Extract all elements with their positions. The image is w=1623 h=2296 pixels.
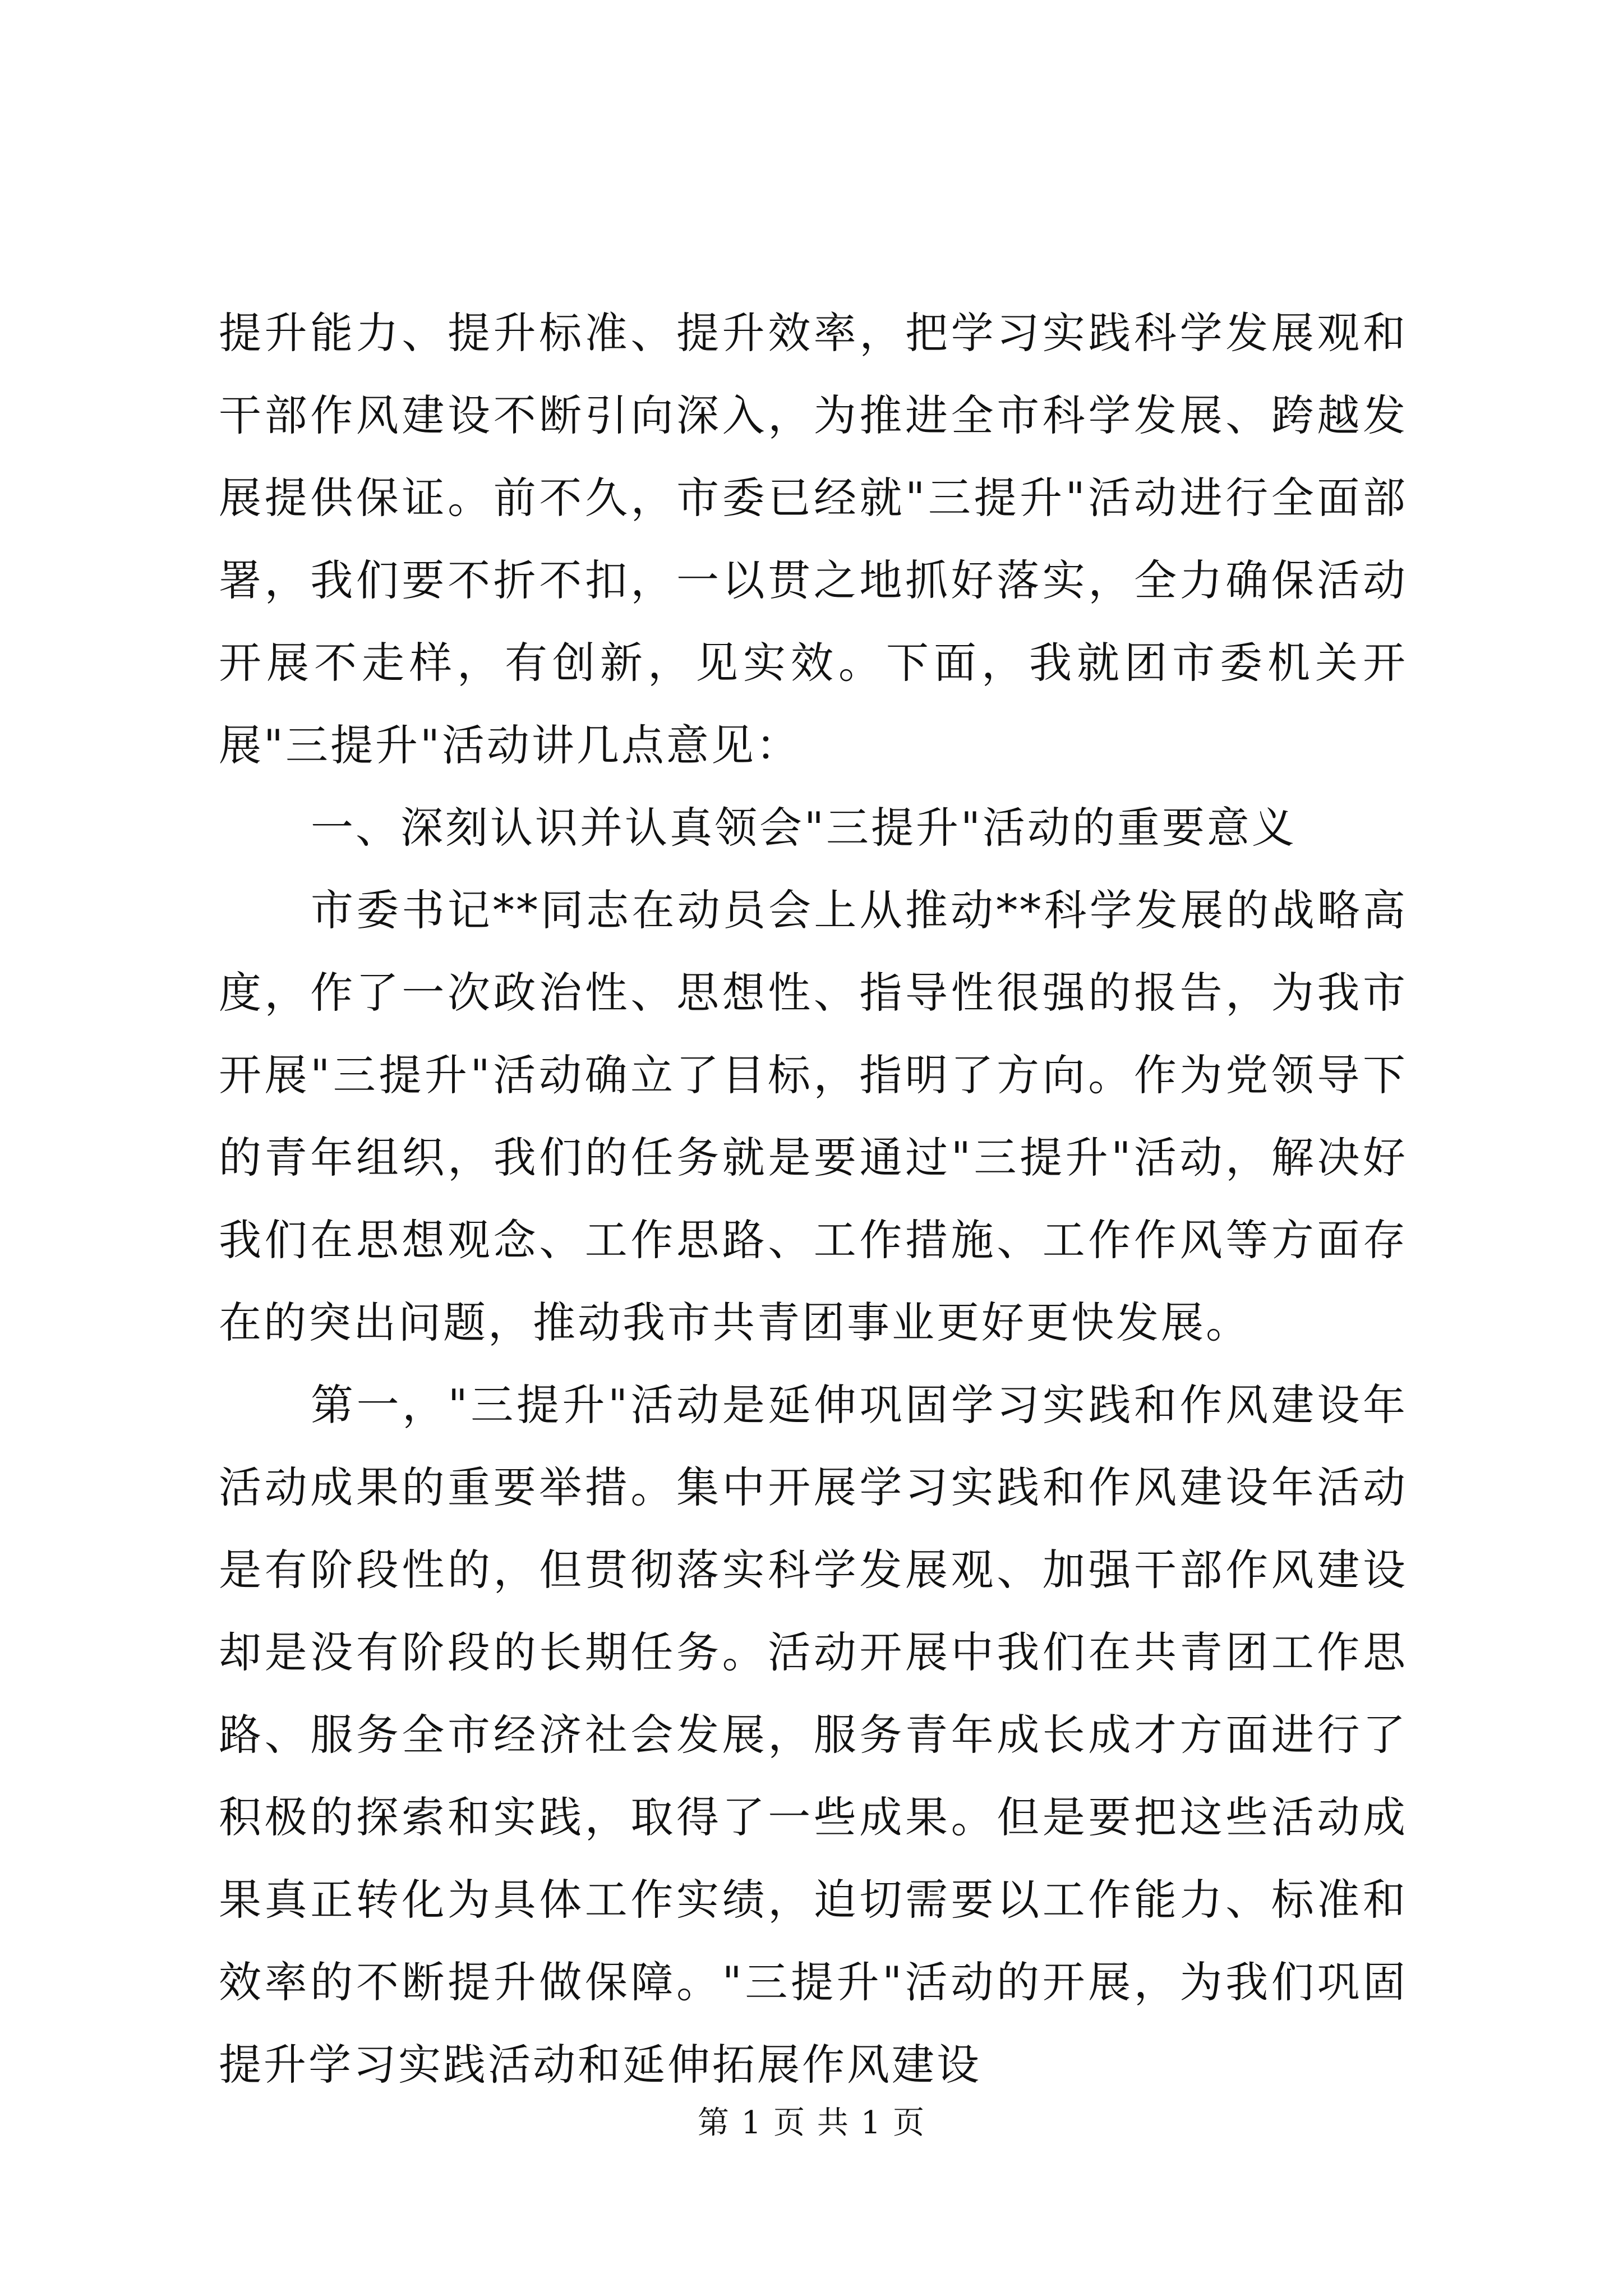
page-number-footer: 第 1 页 共 1 页 (697, 2105, 926, 2141)
paragraph-intro-continuation: 提升能力、提升标准、提升效率，把学习实践科学发展观和干部作风建设不断引向深入，为推进全市科学发展、跨越发展提供保证。前不久，市委已经就"三提升"活动进行全面部署，我们要不折不扣，一以贯之地抓好落实，全力确保活动开展不走样，有创新，见实效。下面，我就团市委机关开展"三提升"活动讲几点意见： (219, 308, 1408, 770)
paragraph-body: 市委书记**同志在动员会上从推动**科学发展的战略高度，作了一次政治性、思想性、指导性很强的报告，为我市开展"三提升"活动确立了目标，指明了方向。作为党领导下的青年组织，我们的任务就是要通过"三提升"活动，解决好我们在思想观念、工作思路、工作措施、工作作风等方面存在的突出问题，推动我市共青团事业更好更快发展。 (219, 885, 1408, 1347)
paragraph-body: 第一，"三提升"活动是延伸巩固学习实践和作风建设年活动成果的重要举措。集中开展学习实践和作风建设年活动是有阶段性的，但贯彻落实科学发展观、加强干部作风建设却是没有阶段的长期任务。活动开展中我们在共青团工作思路、服务全市经济社会发展，服务青年成长成才方面进行了积极的探索和实践，取得了一些成果。但是要把这些活动成果真正转化为具体工作实绩，迫切需要以工作能力、标准和效率的不断提升做保障。"三提升"活动的开展，为我们巩固提升学习实践活动和延伸拓展作风建设 (219, 1380, 1408, 2090)
document-body (219, 292, 1408, 2106)
section-heading: 一、深刻认识并认真领会"三提升"活动的重要意义 (311, 803, 1297, 853)
